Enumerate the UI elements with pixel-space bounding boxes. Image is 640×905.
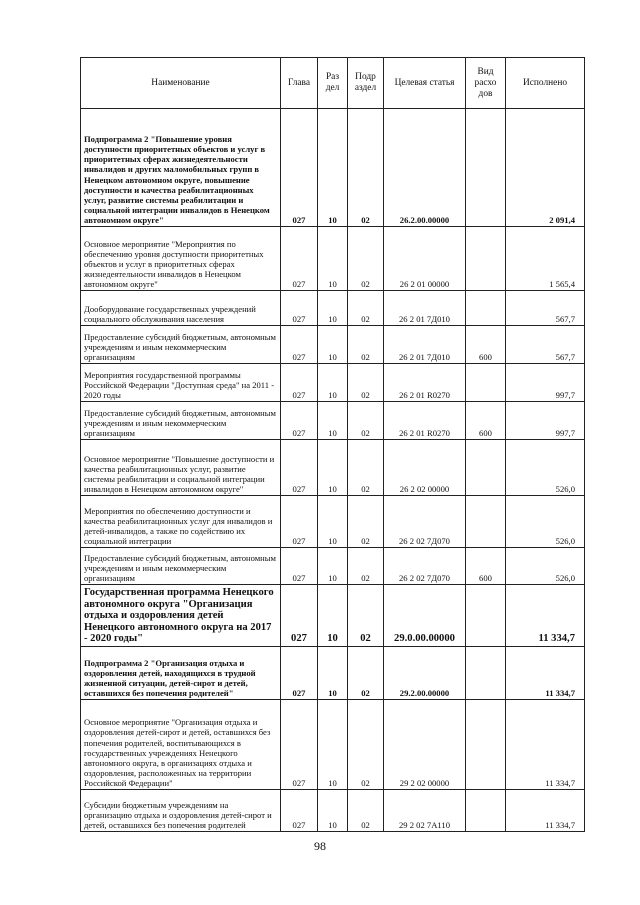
table-row xyxy=(81,700,585,790)
table-row xyxy=(81,291,585,326)
row-ispolneno: 567,7 xyxy=(506,291,585,326)
row-razdel: 10 xyxy=(318,585,348,647)
row-podrazdel: 02 xyxy=(348,227,384,291)
row-name: Мероприятия государственной программы Российской Федерации "Доступная среда" на 2011 - 2020 годы xyxy=(81,364,281,402)
table-row xyxy=(81,790,585,832)
row-name: Мероприятия по обеспечению доступности и качества реабилитационных услуг для инвалидов и детей-инвалидов, а также по содействию их социальной интеграции xyxy=(81,496,281,548)
row-vid xyxy=(466,227,506,291)
row-vid xyxy=(466,109,506,227)
row-vid xyxy=(466,790,506,832)
row-razdel: 10 xyxy=(318,326,348,364)
table-row xyxy=(81,548,585,585)
row-ispolneno: 11 334,7 xyxy=(506,647,585,700)
budget-table xyxy=(80,57,585,832)
row-podrazdel: 02 xyxy=(348,647,384,700)
table-row xyxy=(81,585,585,647)
row-vid xyxy=(466,585,506,647)
row-ispolneno: 526,0 xyxy=(506,496,585,548)
row-glava: 027 xyxy=(281,647,318,700)
row-podrazdel: 02 xyxy=(348,548,384,585)
row-razdel: 10 xyxy=(318,790,348,832)
table-row xyxy=(81,496,585,548)
header-glava: Глава xyxy=(281,58,318,109)
table-row xyxy=(81,402,585,440)
row-ispolneno: 1 565,4 xyxy=(506,227,585,291)
row-vid xyxy=(466,647,506,700)
row-celevaya: 26 2 02 7Д070 xyxy=(384,548,466,585)
row-glava: 027 xyxy=(281,585,318,647)
row-glava: 027 xyxy=(281,496,318,548)
table-row xyxy=(81,227,585,291)
row-razdel: 10 xyxy=(318,402,348,440)
row-ispolneno: 526,0 xyxy=(506,440,585,496)
table-row xyxy=(81,364,585,402)
row-celevaya: 29.2.00.00000 xyxy=(384,647,466,700)
row-celevaya: 29 2 02 00000 xyxy=(384,700,466,790)
header-name: Наименование xyxy=(81,58,281,109)
row-glava: 027 xyxy=(281,364,318,402)
row-razdel: 10 xyxy=(318,647,348,700)
row-name: Государственная программа Ненецкого автономного округа "Организация отдыха и оздоровления детей Ненецкого автономного округа на 2017 - 2020 годы" xyxy=(81,585,281,647)
row-name: Подпрограмма 2 "Организация отдыха и оздоровления детей, находящихся в трудной жизненной ситуации, детей-сирот и детей, оставшихся без попечения родителей" xyxy=(81,647,281,700)
row-name: Предоставление субсидий бюджетным, автономным учреждениям и иным некоммерческим организациям xyxy=(81,326,281,364)
row-glava: 027 xyxy=(281,227,318,291)
row-name: Дооборудование государственных учреждений социального обслуживания населения xyxy=(81,291,281,326)
row-glava: 027 xyxy=(281,700,318,790)
row-podrazdel: 02 xyxy=(348,790,384,832)
row-celevaya: 26 2 01 R0270 xyxy=(384,364,466,402)
row-ispolneno: 997,7 xyxy=(506,402,585,440)
header-row xyxy=(81,58,585,109)
header-vid: Вид расхо дов xyxy=(466,58,506,109)
table-row xyxy=(81,109,585,227)
row-razdel: 10 xyxy=(318,700,348,790)
row-podrazdel: 02 xyxy=(348,291,384,326)
row-name: Субсидии бюджетным учреждениям на организацию отдыха и оздоровления детей-сирот и детей, оставшихся без попечения родителей xyxy=(81,790,281,832)
row-glava: 027 xyxy=(281,440,318,496)
header-ispolneno: Исполнено xyxy=(506,58,585,109)
page-number: 98 xyxy=(314,839,326,853)
row-name: Основное мероприятие "Повышение доступности и качества реабилитационных услуг, развитие системы реабилитации и социальной интеграции инвалидов в Ненецком автономном округе" xyxy=(81,440,281,496)
row-celevaya: 26 2 01 00000 xyxy=(384,227,466,291)
row-celevaya: 29.0.00.00000 xyxy=(384,585,466,647)
row-glava: 027 xyxy=(281,790,318,832)
header-celevaya: Целевая статья xyxy=(384,58,466,109)
row-razdel: 10 xyxy=(318,440,348,496)
row-celevaya: 26 2 02 00000 xyxy=(384,440,466,496)
row-glava: 027 xyxy=(281,291,318,326)
row-podrazdel: 02 xyxy=(348,440,384,496)
row-celevaya: 26 2 02 7Д070 xyxy=(384,496,466,548)
table-row xyxy=(81,440,585,496)
row-podrazdel: 02 xyxy=(348,402,384,440)
row-podrazdel: 02 xyxy=(348,496,384,548)
row-razdel: 10 xyxy=(318,227,348,291)
row-podrazdel: 02 xyxy=(348,700,384,790)
row-vid xyxy=(466,364,506,402)
row-vid xyxy=(466,291,506,326)
table-row xyxy=(81,647,585,700)
row-ispolneno: 526,0 xyxy=(506,548,585,585)
row-glava: 027 xyxy=(281,548,318,585)
row-razdel: 10 xyxy=(318,291,348,326)
row-name: Основное мероприятие "Мероприятия по обеспечению уровня доступности приоритетных объектов и услуг в приоритетных сферах жизнедеятельности инвалидов в Ненецком автономном округе" xyxy=(81,227,281,291)
row-ispolneno: 11 334,7 xyxy=(506,700,585,790)
row-vid: 600 xyxy=(466,326,506,364)
row-celevaya: 26.2.00.00000 xyxy=(384,109,466,227)
row-celevaya: 26 2 01 R0270 xyxy=(384,402,466,440)
row-vid: 600 xyxy=(466,402,506,440)
row-glava: 027 xyxy=(281,326,318,364)
row-vid xyxy=(466,496,506,548)
row-ispolneno: 11 334,7 xyxy=(506,585,585,647)
row-ispolneno: 567,7 xyxy=(506,326,585,364)
header-razdel: Раз дел xyxy=(318,58,348,109)
row-ispolneno: 997,7 xyxy=(506,364,585,402)
row-ispolneno: 2 091,4 xyxy=(506,109,585,227)
row-podrazdel: 02 xyxy=(348,109,384,227)
row-vid xyxy=(466,440,506,496)
row-name: Предоставление субсидий бюджетным, автономным учреждениям и иным некоммерческим организациям xyxy=(81,548,281,585)
row-razdel: 10 xyxy=(318,109,348,227)
row-vid: 600 xyxy=(466,548,506,585)
row-podrazdel: 02 xyxy=(348,585,384,647)
row-razdel: 10 xyxy=(318,548,348,585)
row-name: Предоставление субсидий бюджетным, автономным учреждениям и иным некоммерческим организациям xyxy=(81,402,281,440)
row-glava: 027 xyxy=(281,402,318,440)
row-glava: 027 xyxy=(281,109,318,227)
row-razdel: 10 xyxy=(318,364,348,402)
row-celevaya: 29 2 02 7А110 xyxy=(384,790,466,832)
row-celevaya: 26 2 01 7Д010 xyxy=(384,291,466,326)
row-celevaya: 26 2 01 7Д010 xyxy=(384,326,466,364)
row-podrazdel: 02 xyxy=(348,364,384,402)
row-ispolneno: 11 334,7 xyxy=(506,790,585,832)
row-vid xyxy=(466,700,506,790)
row-podrazdel: 02 xyxy=(348,326,384,364)
row-razdel: 10 xyxy=(318,496,348,548)
header-podrazdel: Подр аздел xyxy=(348,58,384,109)
table-row xyxy=(81,326,585,364)
row-name: Подпрограмма 2 "Повышение уровня доступности приоритетных объектов и услуг в приоритетных сферах жизнедеятельности инвалидов и других маломобильных групп в Ненецком автономном округе, повышение доступности и качества реабилитационных услуг, развитие системы реабилитации и социальной интеграции инвалидов в Ненецком автономном округе" xyxy=(81,109,281,227)
row-name: Основное мероприятие "Организация отдыха и оздоровления детей-сирот и детей, оставшихся без попечения родителей, воспитывающихся в государственных учреждениях Ненецкого автономного округа, в организациях отдыха и оздоровления, расположенных на территории Российской Федерации" xyxy=(81,700,281,790)
